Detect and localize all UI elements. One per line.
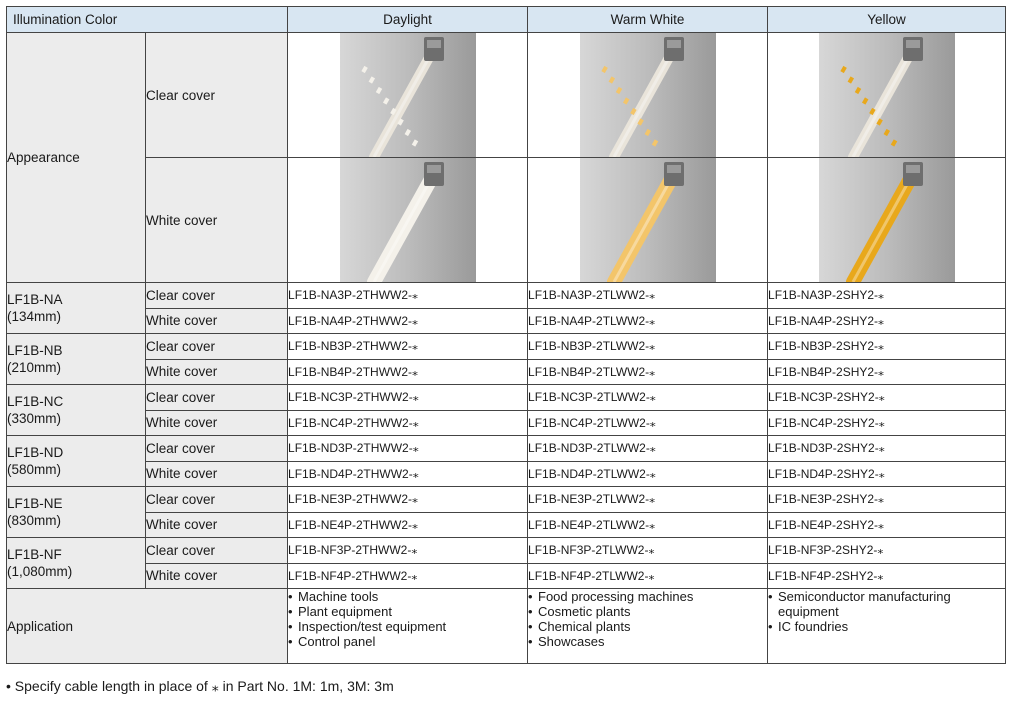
led-bar-photo (340, 158, 476, 282)
application-item: • Semiconductor manufacturing equipment (768, 589, 1005, 619)
part-number: LF1B-ND3P-2THWW2-⁎ (288, 436, 528, 462)
part-number: LF1B-ND3P-2SHY2-⁎ (768, 436, 1006, 462)
cover-label: Clear cover (146, 283, 288, 309)
led-bar-photo (340, 33, 476, 157)
model-name: LF1B-NF (7, 547, 62, 562)
part-number: LF1B-NA3P-2THWW2-⁎ (288, 283, 528, 309)
daylight-white-photo (288, 158, 528, 283)
yellow-clear-photo (768, 33, 1006, 158)
application-list (288, 589, 527, 649)
table-row (7, 308, 1006, 334)
table-row (7, 487, 1006, 513)
part-number: LF1B-NC4P-2THWW2-⁎ (288, 410, 528, 436)
part-number: LF1B-NF4P-2SHY2-⁎ (768, 563, 1006, 589)
application-cell (528, 589, 768, 664)
part-number: LF1B-NC4P-2SHY2-⁎ (768, 410, 1006, 436)
application-item: • IC foundries (768, 619, 1005, 634)
part-number: LF1B-NB3P-2SHY2-⁎ (768, 334, 1006, 360)
model-length: (330mm) (7, 411, 62, 426)
cover-label: White cover (146, 410, 288, 436)
cover-label: Clear cover (146, 334, 288, 360)
cover-label: Clear cover (146, 436, 288, 462)
part-number: LF1B-NA4P-2TLWW2-⁎ (528, 308, 768, 334)
model-label (7, 283, 146, 334)
appearance-clear-row (7, 33, 1006, 158)
table-row (7, 283, 1006, 309)
cover-label: White cover (146, 461, 288, 487)
part-number: LF1B-NA3P-2SHY2-⁎ (768, 283, 1006, 309)
model-label (7, 385, 146, 436)
part-number: LF1B-NE3P-2SHY2-⁎ (768, 487, 1006, 513)
part-number: LF1B-NF3P-2SHY2-⁎ (768, 538, 1006, 564)
part-number: LF1B-NF3P-2TLWW2-⁎ (528, 538, 768, 564)
table-row (7, 436, 1006, 462)
cover-label: White cover (146, 512, 288, 538)
application-list (768, 589, 1005, 634)
part-number: LF1B-ND4P-2THWW2-⁎ (288, 461, 528, 487)
cover-label: Clear cover (146, 385, 288, 411)
application-item: • Showcases (528, 634, 767, 649)
model-name: LF1B-NA (7, 292, 63, 307)
led-bar-photo (819, 158, 955, 282)
cover-label: White cover (146, 308, 288, 334)
spec-table (6, 6, 1006, 664)
part-number: LF1B-NC4P-2TLWW2-⁎ (528, 410, 768, 436)
part-number: LF1B-NE4P-2SHY2-⁎ (768, 512, 1006, 538)
application-item: • Plant equipment (288, 604, 527, 619)
part-number: LF1B-NB4P-2THWW2-⁎ (288, 359, 528, 385)
application-item: • Cosmetic plants (528, 604, 767, 619)
model-label (7, 334, 146, 385)
table-row (7, 461, 1006, 487)
footnote: • Specify cable length in place of ⁎ in Part No. 1M: 1m, 3M: 3m (6, 678, 394, 694)
part-number: LF1B-NA3P-2TLWW2-⁎ (528, 283, 768, 309)
yellow-white-photo (768, 158, 1006, 283)
application-cell (768, 589, 1006, 664)
part-number: LF1B-NB3P-2TLWW2-⁎ (528, 334, 768, 360)
application-item: • Chemical plants (528, 619, 767, 634)
model-length: (210mm) (7, 360, 62, 375)
model-length: (580mm) (7, 462, 62, 477)
table-row (7, 512, 1006, 538)
model-length: (830mm) (7, 513, 62, 528)
warm-white-clear-photo (528, 33, 768, 158)
model-label (7, 436, 146, 487)
table-row (7, 410, 1006, 436)
model-label (7, 487, 146, 538)
clear-cover-label: Clear cover (146, 33, 288, 158)
cover-label: White cover (146, 359, 288, 385)
part-number: LF1B-NC3P-2THWW2-⁎ (288, 385, 528, 411)
warm-white-white-photo (528, 158, 768, 283)
model-name: LF1B-NB (7, 343, 63, 358)
illumination-color-header: Illumination Color (7, 7, 288, 33)
application-item: • Food processing machines (528, 589, 767, 604)
model-name: LF1B-ND (7, 445, 64, 460)
application-cell (288, 589, 528, 664)
application-item: • Inspection/test equipment (288, 619, 527, 634)
part-number: LF1B-NB4P-2SHY2-⁎ (768, 359, 1006, 385)
application-item: • Machine tools (288, 589, 527, 604)
part-number: LF1B-NE3P-2THWW2-⁎ (288, 487, 528, 513)
part-number: LF1B-NB3P-2THWW2-⁎ (288, 334, 528, 360)
part-number: LF1B-ND4P-2SHY2-⁎ (768, 461, 1006, 487)
table-row (7, 359, 1006, 385)
model-name: LF1B-NE (7, 496, 63, 511)
part-number: LF1B-NF4P-2THWW2-⁎ (288, 563, 528, 589)
led-bar-photo (580, 33, 716, 157)
cover-label: Clear cover (146, 487, 288, 513)
part-number: LF1B-NA4P-2SHY2-⁎ (768, 308, 1006, 334)
model-length: (1,080mm) (7, 564, 73, 579)
part-number: LF1B-ND4P-2TLWW2-⁎ (528, 461, 768, 487)
table-row (7, 385, 1006, 411)
part-number: LF1B-NC3P-2TLWW2-⁎ (528, 385, 768, 411)
led-bar-photo (580, 158, 716, 282)
model-label (7, 538, 146, 589)
warm-white-header: Warm White (528, 7, 768, 33)
part-number: LF1B-NA4P-2THWW2-⁎ (288, 308, 528, 334)
header-row (7, 7, 1006, 33)
table-row (7, 334, 1006, 360)
part-number: LF1B-NE3P-2TLWW2-⁎ (528, 487, 768, 513)
application-label: Application (7, 589, 288, 664)
application-row (7, 589, 1006, 664)
part-number: LF1B-NE4P-2TLWW2-⁎ (528, 512, 768, 538)
white-cover-label: White cover (146, 158, 288, 283)
cover-label: Clear cover (146, 538, 288, 564)
part-number: LF1B-NC3P-2SHY2-⁎ (768, 385, 1006, 411)
part-number: LF1B-ND3P-2TLWW2-⁎ (528, 436, 768, 462)
appearance-label: Appearance (7, 33, 146, 283)
part-number: LF1B-NF3P-2THWW2-⁎ (288, 538, 528, 564)
application-list (528, 589, 767, 649)
model-name: LF1B-NC (7, 394, 64, 409)
appearance-white-row (7, 158, 1006, 283)
model-length: (134mm) (7, 309, 62, 324)
daylight-header: Daylight (288, 7, 528, 33)
part-number: LF1B-NF4P-2TLWW2-⁎ (528, 563, 768, 589)
part-number: LF1B-NB4P-2TLWW2-⁎ (528, 359, 768, 385)
led-bar-photo (819, 33, 955, 157)
cover-label: White cover (146, 563, 288, 589)
table-row (7, 563, 1006, 589)
daylight-clear-photo (288, 33, 528, 158)
part-number: LF1B-NE4P-2THWW2-⁎ (288, 512, 528, 538)
yellow-header: Yellow (768, 7, 1006, 33)
table-row (7, 538, 1006, 564)
application-item: • Control panel (288, 634, 527, 649)
